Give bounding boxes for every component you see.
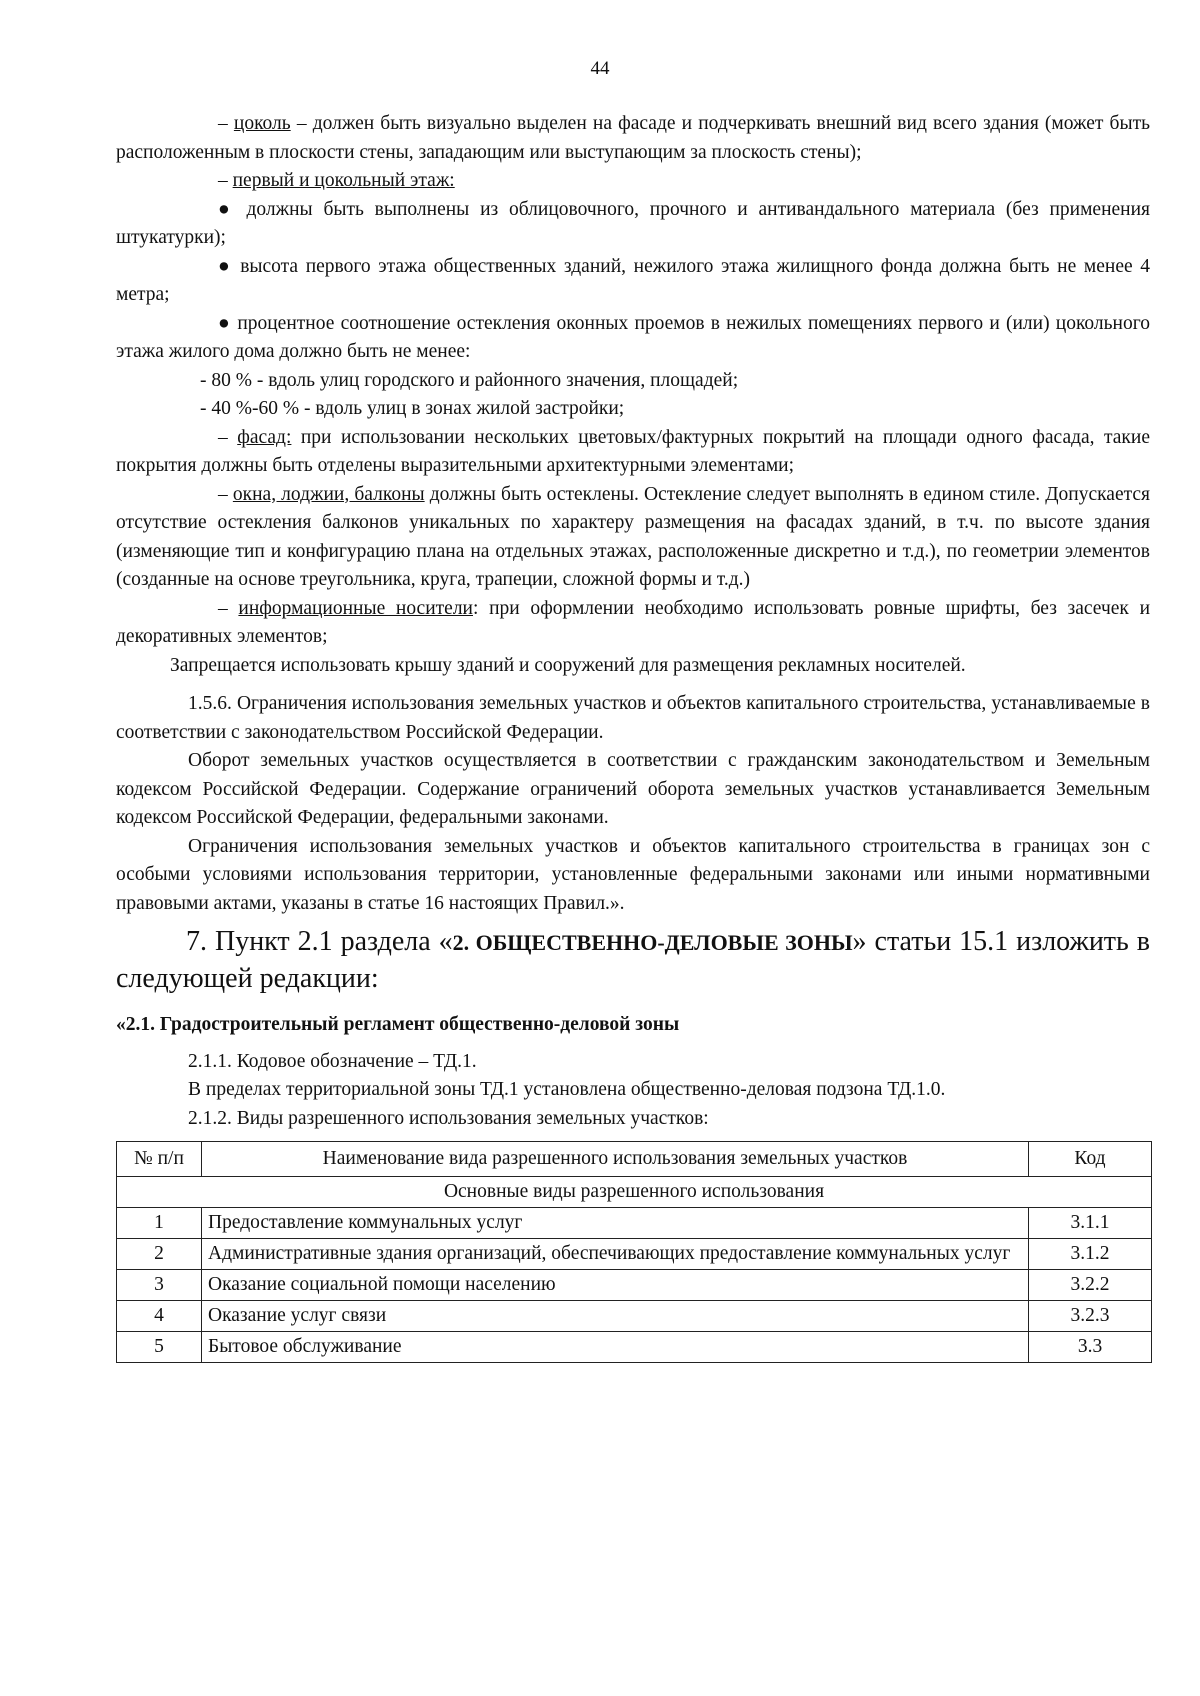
paragraph-restrictions-zones: Ограничения использования земельных участков и объектов капитального строительства в границах зон с особыми условиями использования территории, установленные федеральными законами или иными нормативными правовыми актами, указаны в статье 16 настоящих Правил.».	[116, 835, 1150, 914]
bullet-item	[116, 196, 1150, 253]
code-designation: 2.1.1. Кодовое обозначение – ТД.1.	[188, 1050, 477, 1072]
paragraph-windows	[116, 481, 1150, 595]
table-header-row	[117, 1142, 1152, 1177]
paragraph-first-floor	[116, 167, 1150, 196]
header-name: Наименование вида разрешенного использования земельных участков	[202, 1142, 1029, 1177]
bullet-icon: ●	[218, 312, 232, 334]
bullet-icon: ●	[218, 255, 233, 277]
row-code: 3.3	[1029, 1332, 1152, 1363]
table-row	[117, 1301, 1152, 1332]
paragraph-plinth	[116, 110, 1150, 167]
term-windows: окна, лоджии, балконы	[232, 483, 425, 505]
paragraph-facade	[116, 424, 1150, 481]
table-row	[117, 1239, 1152, 1270]
sub-item: - 80 % - вдоль улиц городского и районного значения, площадей;	[200, 369, 739, 391]
dash: –	[218, 426, 228, 448]
table-section-row	[117, 1177, 1152, 1208]
row-code: 3.2.3	[1029, 1301, 1152, 1332]
amendment-item-7	[116, 924, 1150, 997]
paragraph-info-carriers	[116, 595, 1150, 652]
row-name: Бытовое обслуживание	[202, 1332, 1029, 1363]
row-name: Административные здания организаций, обеспечивающих предоставление коммунальных услуг	[202, 1239, 1029, 1270]
header-code: Код	[1029, 1142, 1152, 1177]
table-row	[117, 1208, 1152, 1239]
row-name: Оказание социальной помощи населению	[202, 1270, 1029, 1301]
permitted-uses-table	[116, 1141, 1152, 1363]
paragraph-text: : при оформлении необходимо использовать ровные шрифты, без засечек и декоративных элементов;	[116, 597, 1150, 647]
bullet-text: должны быть выполнены из облицовочного, прочного и антивандального материала (без применения штукатурки);	[116, 198, 1151, 248]
bullet-icon: ●	[218, 198, 236, 220]
row-num: 5	[117, 1332, 202, 1363]
paragraph-restrictions-heading: 1.5.6. Ограничения использования земельных участков и объектов капитального строительства, устанавливаемые в соответствии с законодательством Российской Федерации.	[116, 693, 1150, 743]
bullet-item	[116, 310, 1150, 367]
bullet-text: процентное соотношение остекления оконных проемов в нежилых помещениях первого и (или) цокольного этажа жилого дома должно быть не менее:	[116, 312, 1151, 362]
section-label: Основные виды разрешенного использования	[117, 1177, 1152, 1208]
term-plinth: цоколь	[233, 113, 291, 134]
page-number: 44	[590, 58, 610, 79]
bullet-item	[116, 253, 1150, 310]
paragraph-text: должны быть остеклены. Остекление следует выполнять в едином стиле. Допускается отсутствие остекления балконов уникальных по характеру размещения на фасадах зданий, в т.ч. по высоте здания (изменяющие тип и конфигурацию плана на отдельных этажах, расположенные дискретно и т.д.), по геометрии элементов (созданные на основе треугольника, круга, трапеции, сложной формы и т.д.)	[116, 483, 1151, 590]
dash: –	[218, 170, 228, 191]
header-num: № п/п	[117, 1142, 202, 1177]
table-row	[117, 1270, 1152, 1301]
row-num: 3	[117, 1270, 202, 1301]
table-row	[117, 1332, 1152, 1363]
term-first-floor: первый и цокольный этаж:	[232, 170, 455, 191]
subzone-note: В пределах территориальной зоны ТД.1 установлена общественно-деловая подзона ТД.1.0.	[188, 1079, 946, 1100]
term-info-carriers: информационные носители	[238, 597, 473, 619]
permitted-uses-label: 2.1.2. Виды разрешенного использования земельных участков:	[188, 1107, 709, 1129]
row-code: 3.1.1	[1029, 1208, 1152, 1239]
paragraph-roof-ban: Запрещается использовать крышу зданий и сооружений для размещения рекламных носителей.	[170, 654, 966, 676]
row-name: Оказание услуг связи	[202, 1301, 1029, 1332]
row-code: 3.2.2	[1029, 1270, 1152, 1301]
term-facade: фасад:	[237, 426, 292, 448]
row-num: 2	[117, 1239, 202, 1270]
row-name: Предоставление коммунальных услуг	[202, 1208, 1029, 1239]
sub-item: - 40 %-60 % - вдоль улиц в зонах жилой застройки;	[200, 398, 625, 419]
row-code: 3.1.2	[1029, 1239, 1152, 1270]
amendment-text: » статьи 15.1 изложить в следующей редакции:	[116, 926, 1151, 994]
bullet-text: высота первого этажа общественных зданий, нежилого этажа жилищного фонда должна быть не менее 4 метра;	[116, 255, 1151, 305]
amendment-text: 7. Пункт 2.1 раздела «	[186, 926, 453, 957]
dash: –	[218, 483, 228, 505]
row-num: 4	[117, 1301, 202, 1332]
paragraph-turnover: Оборот земельных участков осуществляется в соответствии с гражданским законодательством и Земельным кодексом Российской Федерации. Содержание ограничений оборота земельных участков устанавливается Земельным кодексом Российской Федерации, федеральными законами.	[116, 750, 1150, 828]
document-body	[116, 110, 1150, 1363]
paragraph-text: – должен быть визуально выделен на фасаде и подчеркивать внешний вид всего здания (может быть расположенным в плоскости стены, западающим или выступающим за плоскость стены);	[116, 113, 1150, 163]
row-num: 1	[117, 1208, 202, 1239]
dash: –	[218, 597, 228, 619]
section-heading: «2.1. Градостроительный регламент общественно-деловой зоны	[116, 1014, 680, 1035]
dash: –	[218, 113, 228, 134]
paragraph-text: при использовании нескольких цветовых/фактурных покрытий на площади одного фасада, такие покрытия должны быть отделены выразительными архитектурными элементами;	[116, 426, 1150, 476]
amendment-section-name: 2. ОБЩЕСТВЕННО-ДЕЛОВЫЕ ЗОНЫ	[452, 930, 853, 955]
